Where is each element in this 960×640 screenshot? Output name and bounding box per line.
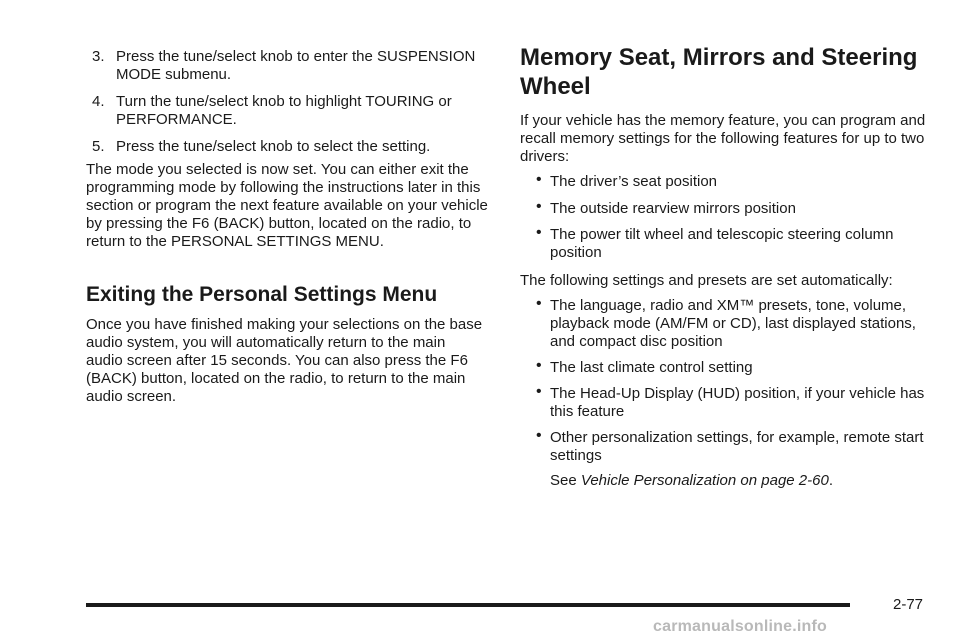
step-text: Press the tune/select knob to select the setting. bbox=[116, 138, 431, 155]
bullet-icon: • bbox=[536, 295, 542, 312]
bullet-icon: • bbox=[536, 171, 542, 188]
list-item-text: The driver’s seat position bbox=[550, 173, 718, 190]
memory-heading: Memory Seat, Mirrors and Steering Wheel bbox=[520, 44, 918, 100]
mode-paragraph: The mode you selected is now set. You can either exit the programming mode by following the instructions later in this section or program the next feature available on your vehicle by pressing the F6 (BACK) button, located on the radio, to return to the PERSONAL SETTINGS MENU. bbox=[86, 161, 488, 250]
list-item-text: The language, radio and XM™ presets, tone, volume, playback mode (AM/FM or CD), last displayed stations, and compact disc position bbox=[550, 297, 916, 350]
bullet-icon: • bbox=[536, 383, 542, 400]
auto-paragraph: The following settings and presets are set automatically: bbox=[520, 272, 893, 289]
bullet-icon: • bbox=[536, 224, 542, 241]
list-item-text: Other personalization settings, for example, remote start settings bbox=[550, 429, 924, 464]
step-text: Turn the tune/select knob to highlight TOURING or PERFORMANCE. bbox=[116, 93, 452, 128]
list-item-text: The outside rearview mirrors position bbox=[550, 200, 796, 217]
list-item-text: The last climate control setting bbox=[550, 359, 753, 376]
exit-paragraph: Once you have finished making your selections on the base audio system, you will automatically return to the main audio screen after 15 seconds. You can also press the F6 (BACK) button, located on the radio, to return to the main audio screen. bbox=[86, 316, 483, 405]
footer-rule bbox=[86, 603, 850, 607]
step-text: Press the tune/select knob to enter the SUSPENSION MODE submenu. bbox=[116, 48, 476, 83]
see-reference bbox=[550, 472, 833, 490]
list-item-text: The power tilt wheel and telescopic steering column position bbox=[550, 226, 894, 261]
bullet-icon: • bbox=[536, 427, 542, 444]
step-number: 5. bbox=[92, 138, 105, 155]
bullet-icon: • bbox=[536, 357, 542, 374]
step-number: 4. bbox=[92, 93, 105, 110]
page-number: 2-77 bbox=[893, 596, 924, 613]
step-number: 3. bbox=[92, 48, 105, 65]
exit-heading: Exiting the Personal Settings Menu bbox=[86, 283, 438, 306]
list-item-text: The Head-Up Display (HUD) position, if your vehicle has this feature bbox=[550, 385, 925, 420]
bullet-icon: • bbox=[536, 198, 542, 215]
see-link[interactable]: Vehicle Personalization on page 2-60 bbox=[580, 472, 829, 489]
see-prefix: See bbox=[550, 472, 577, 489]
intro-paragraph: If your vehicle has the memory feature, you can program and recall memory settings for the following features for up to two drivers: bbox=[520, 112, 926, 165]
see-suffix: . bbox=[828, 472, 833, 489]
watermark: carmanualsonline.info bbox=[653, 618, 828, 635]
